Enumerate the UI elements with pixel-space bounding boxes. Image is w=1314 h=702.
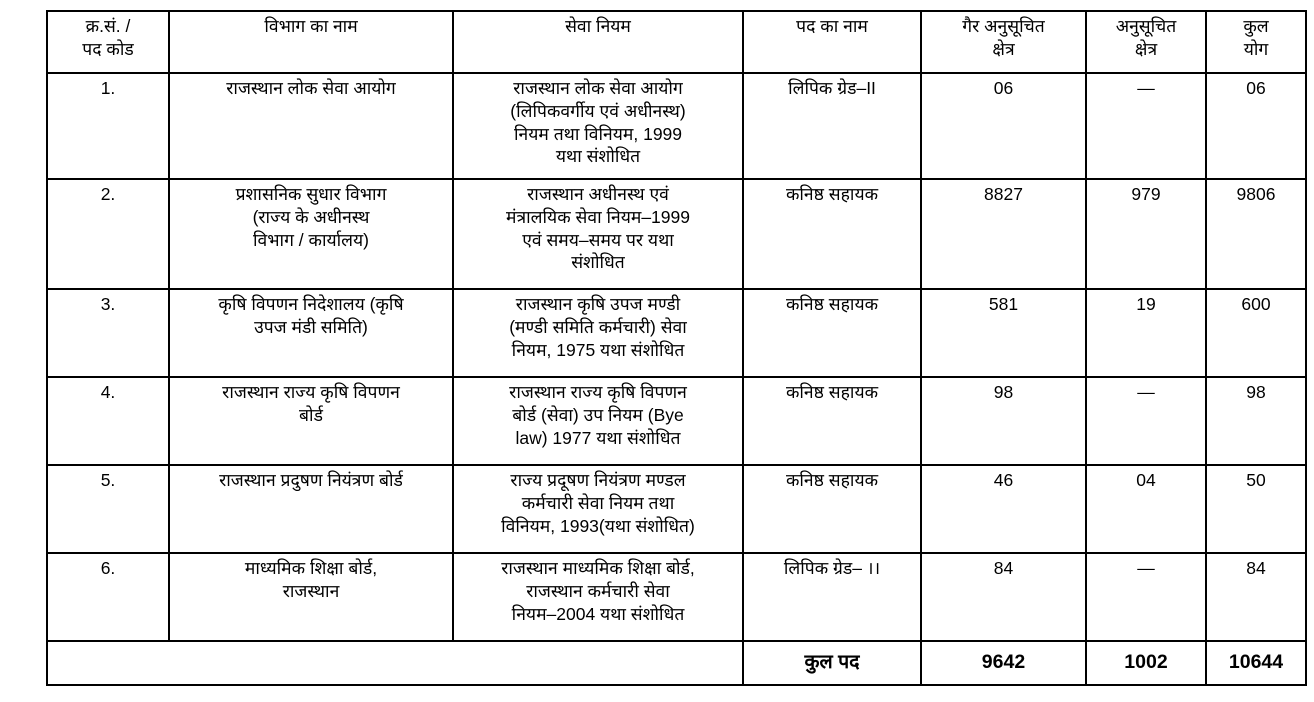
rules-line: बोर्ड (सेवा) उप नियम (Bye (512, 404, 684, 425)
cell-non-scheduled-count: 46 (921, 465, 1086, 553)
dept-line: उपज मंडी समिति) (254, 316, 368, 337)
dept-line: विभाग / कार्यालय) (252, 229, 370, 250)
cell-scheduled-count: — (1086, 553, 1206, 641)
cell-scheduled-count: — (1086, 73, 1206, 179)
table-total-row (47, 641, 1306, 685)
rules-line: एवं समय–समय पर यथा (522, 229, 674, 250)
cell-total-count: 600 (1206, 289, 1306, 377)
total-grand-total-count: 10644 (1206, 641, 1306, 685)
cell-department-name (169, 73, 453, 179)
header-scheduled-area (1086, 11, 1206, 73)
rules-line: राजस्थान माध्यमिक शिक्षा बोर्ड, (501, 558, 695, 578)
table-row (47, 553, 1306, 641)
header-row (47, 11, 1306, 73)
cell-total-count: 98 (1206, 377, 1306, 465)
cell-scheduled-count: 19 (1086, 289, 1206, 377)
cell-service-rules (453, 553, 743, 641)
cell-serial-number: 2. (47, 179, 169, 289)
header-scheduled-area-line-2: क्षेत्र (1134, 38, 1158, 59)
cell-serial-number: 5. (47, 465, 169, 553)
header-post-name-line-1: पद का नाम (796, 16, 868, 36)
cell-non-scheduled-count: 98 (921, 377, 1086, 465)
rules-line: विनियम, 1993(यथा संशोधित) (501, 515, 695, 536)
post-line: कनिष्ठ सहायक (785, 294, 879, 314)
rules-line: law) 1977 यथा संशोधित (515, 427, 681, 448)
cell-non-scheduled-count: 581 (921, 289, 1086, 377)
posts-summary-table (46, 10, 1307, 686)
cell-total-count: 9806 (1206, 179, 1306, 289)
cell-post-name (743, 377, 921, 465)
table-body (47, 73, 1306, 685)
table-row (47, 465, 1306, 553)
dept-line: राजस्थान प्रदुषण नियंत्रण बोर्ड (219, 470, 403, 490)
dept-line: कृषि विपणन निदेशालय (कृषि (218, 294, 404, 314)
total-scheduled-count: 1002 (1086, 641, 1206, 685)
rules-line: यथा संशोधित (555, 146, 641, 167)
header-department-name-line-1: विभाग का नाम (264, 16, 358, 36)
dept-line: राजस्थान राज्य कृषि विपणन (222, 382, 400, 402)
table-row (47, 377, 1306, 465)
dept-line: राजस्थान लोक सेवा आयोग (226, 78, 396, 98)
header-department-name (169, 11, 453, 73)
dept-line: बोर्ड (299, 404, 323, 425)
cell-department-name (169, 377, 453, 465)
rules-line: (लिपिकवर्गीय एवं अधीनस्थ) (510, 100, 686, 121)
cell-total-count: 06 (1206, 73, 1306, 179)
rules-line: मंत्रालयिक सेवा नियम–1999 (506, 206, 690, 227)
rules-line: राजस्थान कर्मचारी सेवा (526, 580, 670, 601)
header-grand-total-line-2: योग (1243, 38, 1269, 59)
total-row-spacer (47, 641, 743, 685)
rules-line: कर्मचारी सेवा नियम तथा (521, 492, 675, 513)
cell-scheduled-count: — (1086, 377, 1206, 465)
table-row (47, 289, 1306, 377)
rules-line: राजस्थान राज्य कृषि विपणन (509, 382, 687, 402)
cell-post-name (743, 465, 921, 553)
post-line: कनिष्ठ सहायक (785, 470, 879, 490)
cell-total-count: 84 (1206, 553, 1306, 641)
rules-line: (मण्डी समिति कर्मचारी) सेवा (509, 316, 687, 337)
rules-line: राजस्थान कृषि उपज मण्डी (515, 294, 681, 314)
cell-serial-number: 4. (47, 377, 169, 465)
cell-post-name (743, 73, 921, 179)
dept-line: (राज्य के अधीनस्थ (252, 206, 370, 227)
post-line: लिपिक ग्रेड– ।। (783, 558, 881, 578)
header-non-scheduled-area (921, 11, 1086, 73)
dept-line: माध्यमिक शिक्षा बोर्ड, (244, 558, 378, 578)
rules-line: राजस्थान लोक सेवा आयोग (513, 78, 683, 98)
header-post-name (743, 11, 921, 73)
total-non-scheduled-count: 9642 (921, 641, 1086, 685)
cell-scheduled-count: 979 (1086, 179, 1206, 289)
cell-serial-number: 6. (47, 553, 169, 641)
cell-department-name (169, 465, 453, 553)
rules-line: राजस्थान अधीनस्थ एवं (527, 184, 669, 204)
header-service-rules-line-1: सेवा नियम (565, 16, 631, 36)
header-grand-total (1206, 11, 1306, 73)
cell-post-name (743, 179, 921, 289)
rules-line: नियम, 1975 यथा संशोधित (511, 339, 685, 360)
table-header (47, 11, 1306, 73)
table-row (47, 179, 1306, 289)
cell-scheduled-count: 04 (1086, 465, 1206, 553)
cell-service-rules (453, 289, 743, 377)
cell-non-scheduled-count: 84 (921, 553, 1086, 641)
cell-department-name (169, 553, 453, 641)
cell-service-rules (453, 179, 743, 289)
header-grand-total-line-1: कुल (1243, 16, 1269, 36)
cell-service-rules (453, 465, 743, 553)
cell-service-rules (453, 377, 743, 465)
header-scheduled-area-line-1: अनुसूचित (1115, 16, 1177, 36)
cell-non-scheduled-count: 06 (921, 73, 1086, 179)
cell-department-name (169, 289, 453, 377)
cell-service-rules (453, 73, 743, 179)
header-serial-number-line-2: पद कोड (82, 38, 134, 59)
rules-line: संशोधित (571, 252, 625, 273)
rules-line: राज्य प्रदूषण नियंत्रण मण्डल (510, 470, 686, 490)
table-row (47, 73, 1306, 179)
total-row-label: कुल पद (743, 641, 921, 685)
header-non-scheduled-area-line-2: क्षेत्र (992, 38, 1015, 59)
post-line: कनिष्ठ सहायक (785, 184, 879, 204)
cell-post-name (743, 289, 921, 377)
header-serial-number-line-1: क्र.सं. / (85, 16, 131, 36)
header-non-scheduled-area-line-1: गैर अनुसूचित (962, 16, 1045, 36)
header-service-rules (453, 11, 743, 73)
cell-serial-number: 1. (47, 73, 169, 179)
cell-serial-number: 3. (47, 289, 169, 377)
header-serial-number (47, 11, 169, 73)
cell-post-name (743, 553, 921, 641)
rules-line: नियम–2004 यथा संशोधित (511, 603, 685, 624)
post-line: कनिष्ठ सहायक (785, 382, 879, 402)
dept-line: राजस्थान (282, 580, 340, 601)
post-line: लिपिक ग्रेड–II (788, 78, 876, 98)
cell-department-name (169, 179, 453, 289)
cell-non-scheduled-count: 8827 (921, 179, 1086, 289)
dept-line: प्रशासनिक सुधार विभाग (235, 184, 387, 204)
cell-total-count: 50 (1206, 465, 1306, 553)
rules-line: नियम तथा विनियम, 1999 (513, 123, 683, 144)
